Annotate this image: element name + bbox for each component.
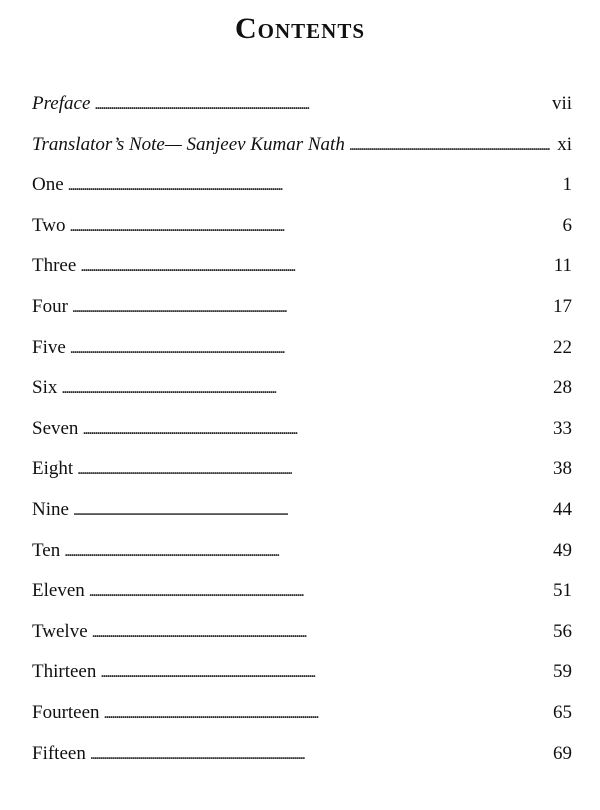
- toc-entry-page-number: 38: [553, 458, 572, 480]
- toc-entry-title: Seven: [32, 417, 79, 439]
- toc-entry-page-number: 22: [553, 336, 572, 358]
- toc-entry-title: Eleven: [32, 580, 85, 602]
- table-of-contents: [32, 88, 572, 778]
- dot-leader: [90, 739, 549, 771]
- toc-entry: [32, 332, 572, 373]
- toc-entry-title: Fifteen: [32, 742, 86, 764]
- dot-leader: [72, 292, 549, 324]
- dot-leader: [349, 130, 550, 162]
- page-title: Contents: [234, 12, 366, 45]
- toc-entry-page-number: 33: [553, 417, 572, 439]
- dot-leader: [80, 251, 549, 283]
- toc-entry-title: Six: [32, 377, 58, 399]
- toc-entry-page-number: 17: [553, 295, 572, 317]
- toc-entry-title: Twelve: [32, 620, 88, 642]
- toc-entry-page-number: 51: [553, 580, 572, 602]
- dot-leader: [77, 454, 549, 486]
- dot-leader: [94, 89, 548, 121]
- dot-leader: [64, 536, 549, 568]
- toc-entry-page-number: 65: [553, 701, 572, 723]
- toc-entry-title: Fourteen: [32, 701, 100, 723]
- toc-entry: [32, 372, 572, 413]
- toc-entry-title: Ten: [32, 539, 61, 561]
- toc-entry-page-number: 11: [553, 255, 572, 277]
- toc-entry-title: Nine: [32, 498, 69, 520]
- toc-entry: [32, 575, 572, 616]
- toc-entry: [32, 88, 572, 129]
- toc-entry-page-number: 28: [553, 377, 572, 399]
- dot-leader: [61, 373, 549, 405]
- toc-entry: [32, 129, 572, 170]
- dot-leader: [104, 698, 549, 730]
- dot-leader: [89, 576, 549, 608]
- dot-leader: [92, 617, 549, 649]
- toc-entry: [32, 738, 572, 779]
- toc-entry: [32, 169, 572, 210]
- toc-entry: [32, 210, 572, 251]
- toc-entry-title: Two: [32, 214, 66, 236]
- toc-entry-page-number: vii: [551, 93, 572, 114]
- toc-entry-page-number: 59: [553, 661, 572, 683]
- toc-entry: [32, 697, 572, 738]
- dot-leader: [100, 657, 549, 689]
- toc-entry-title: Four: [32, 295, 68, 317]
- dot-leader: [82, 414, 549, 446]
- toc-entry-title: Thirteen: [32, 661, 97, 683]
- toc-entry-title: Three: [32, 255, 77, 277]
- toc-entry-page-number: 49: [553, 539, 572, 561]
- toc-entry-page-number: 44: [553, 498, 572, 520]
- dot-leader: [73, 495, 549, 527]
- toc-entry: [32, 291, 572, 332]
- toc-entry-title: Translator’s Note— Sanjeev Kumar Nath: [32, 133, 345, 155]
- toc-entry-title: Eight: [32, 458, 74, 480]
- toc-entry-page-number: 56: [553, 620, 572, 642]
- toc-entry: [32, 535, 572, 576]
- toc-entry-page-number: 1: [562, 174, 572, 196]
- toc-entry-title: Five: [32, 336, 66, 358]
- toc-entry-title: One: [32, 174, 64, 196]
- toc-entry-page-number: 6: [562, 214, 572, 236]
- toc-entry: [32, 413, 572, 454]
- toc-entry-page-number: 69: [553, 742, 572, 764]
- dot-leader: [70, 333, 549, 365]
- dot-leader: [68, 170, 550, 202]
- dot-leader: [70, 211, 550, 243]
- toc-entry: [32, 494, 572, 535]
- toc-entry: [32, 250, 572, 291]
- toc-entry-title: Preface: [32, 93, 91, 114]
- toc-entry: [32, 616, 572, 657]
- toc-entry: [32, 453, 572, 494]
- toc-entry-page-number: xi: [557, 133, 572, 155]
- toc-entry: [32, 656, 572, 697]
